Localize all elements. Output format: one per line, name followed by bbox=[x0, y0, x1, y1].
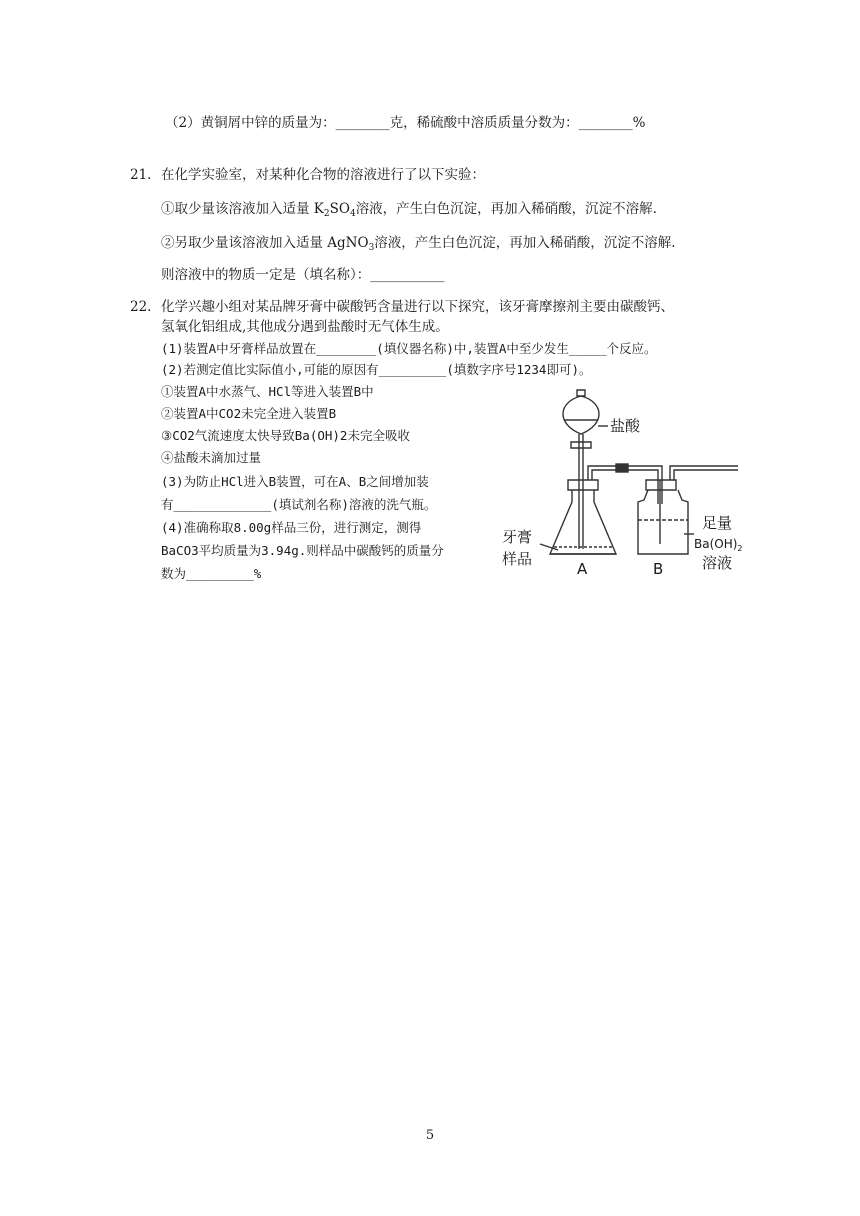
q22-part4-line1: (4)准确称取8.00g样品三份，进行测定，测得 bbox=[161, 520, 422, 535]
funnel-stopper bbox=[577, 390, 585, 396]
q22-stem-line1: 化学兴趣小组对某品牌牙膏中碳酸钙含量进行以下探究，该牙膏摩擦剂主要由碳酸钙、 bbox=[161, 299, 674, 315]
solution-label: 溶液 bbox=[702, 554, 733, 572]
excess-label: 足量 bbox=[702, 514, 733, 532]
sample-label-line1: 牙膏 bbox=[502, 528, 533, 546]
q21-stem: 在化学实验室，对某种化合物的溶液进行了以下实验： bbox=[161, 167, 485, 183]
q22-part3-line1: (3)为防止HCl进入B装置，可在A、B之间增加装 bbox=[161, 474, 429, 489]
q20-part2-text: （2）黄铜屑中锌的质量为：________克，稀硫酸中溶质质量分数为：________% bbox=[165, 115, 646, 131]
baoh2-label: $Ba(OH)_2$ bbox=[694, 537, 743, 553]
q22-option3: ③CO2气流速度太快导致Ba(OH)2未完全吸收 bbox=[161, 428, 410, 443]
bottle-b-label: B bbox=[653, 560, 664, 578]
funnel-stopcock bbox=[571, 442, 591, 448]
bottle-b-outlet-tube-inner bbox=[674, 470, 738, 480]
q22-part1: (1)装置A中牙膏样品放置在________(填仪器名称)中,装置A中至少发生_____个反应。 bbox=[161, 341, 657, 356]
acid-label: 盐酸 bbox=[610, 417, 641, 435]
bottle-b-stopper bbox=[646, 480, 676, 490]
flask-a-label: A bbox=[577, 560, 588, 578]
q21-conclusion: 则溶液中的物质一定是（填名称）：___________ bbox=[161, 267, 445, 283]
bottle-b-outlet-tube bbox=[670, 466, 738, 480]
q22-part4-line2: BaCO3平均质量为3.94g.则样品中碳酸钙的质量分 bbox=[161, 543, 444, 558]
apparatus-diagram bbox=[498, 384, 743, 588]
q22-number: 22. bbox=[130, 299, 152, 315]
q22-option2: ②装置A中CO2未完全进入装置B bbox=[161, 406, 337, 421]
q22-option4: ④盐酸未滴加过量 bbox=[161, 450, 262, 465]
q21-step2: ②另取少量该溶液加入适量 AgNO$_3$溶液，产生白色沉淀，再加入稀硝酸，沉淀不溶解. bbox=[161, 235, 676, 253]
sample-label-line2: 样品 bbox=[502, 550, 533, 568]
bottle-b bbox=[638, 490, 688, 554]
q21-step1: ①取少量该溶液加入适量 $K_2SO_4$溶液，产生白色沉淀，再加入稀硝酸，沉淀不溶解. bbox=[161, 201, 657, 219]
q22-part3-line2: 有_____________(填试剂名称)溶液的洗气瓶。 bbox=[161, 497, 437, 512]
gas-tube-inner bbox=[592, 470, 658, 504]
tube-connector bbox=[616, 464, 628, 472]
q22-part4-line3: 数为_________% bbox=[161, 566, 262, 581]
q22-stem-line2: 氢氧化铝组成,其他成分遇到盐酸时无气体生成。 bbox=[161, 319, 449, 335]
q21-number: 21. bbox=[130, 167, 152, 183]
q22-part2: (2)若测定值比实际值小,可能的原因有_________(填数字序号1234即可)。 bbox=[161, 362, 592, 377]
q22-option1: ①装置A中水蒸气、HCl等进入装置B中 bbox=[161, 384, 374, 399]
page-number: 5 bbox=[425, 1128, 435, 1143]
separatory-funnel-bulb bbox=[563, 396, 599, 434]
